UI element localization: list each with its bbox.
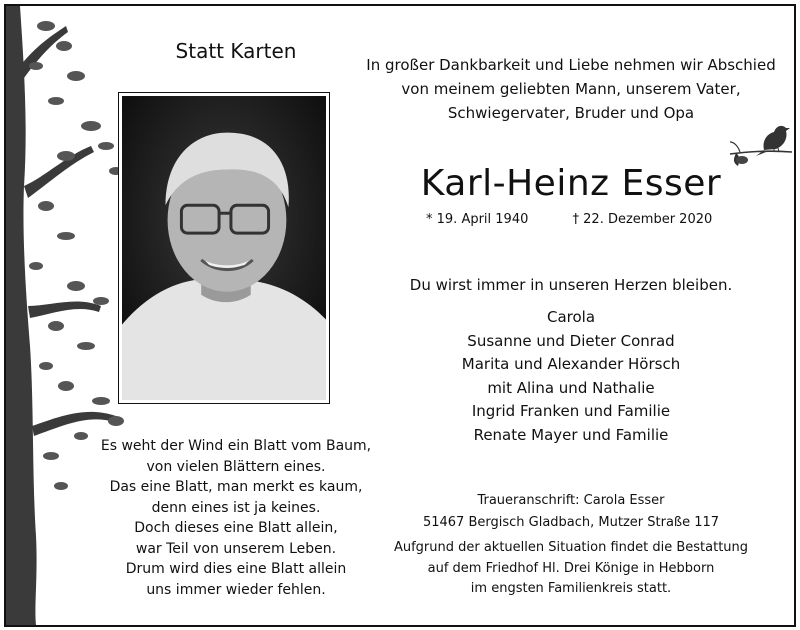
poem-line: von vielen Blättern eines. — [146, 458, 326, 475]
notice-line: im engsten Familienkreis statt. — [470, 581, 672, 596]
intro-line: Schwiegervater, Bruder und Opa — [447, 104, 695, 122]
family-member: mit Alina und Nathalie — [487, 378, 655, 397]
bird-on-branch-icon — [726, 112, 796, 170]
family-member: Ingrid Franken und Familie — [471, 402, 671, 420]
intro-line: von meinem geliebten Mann, unserem Vater, — [401, 80, 741, 98]
address-line: 51467 Bergisch Gladbach, Mutzer Straße 117 — [422, 515, 720, 530]
funeral-notice — [356, 538, 786, 600]
poem-line: denn eines ist ja keines. — [151, 499, 321, 516]
poem-line: Es weht der Wind ein Blatt vom Baum, — [100, 438, 372, 454]
obituary-card — [4, 4, 796, 627]
family-member: Marita und Alexander Hörsch — [461, 355, 681, 373]
poem-line: uns immer wieder fehlen. — [146, 581, 326, 598]
statt-karten-heading: Statt Karten — [175, 39, 297, 63]
family-member: Carola — [546, 308, 596, 326]
motto: Du wirst immer in unseren Herzen bleiben. — [409, 276, 733, 294]
family-member: Susanne und Dieter Conrad — [467, 331, 675, 350]
intro-line: In großer Dankbarkeit und Liebe nehmen wir Abschied — [366, 56, 776, 74]
family-member: Renate Mayer und Familie — [473, 425, 669, 444]
life-dates — [426, 212, 712, 227]
deceased-name: Karl-Heinz Esser — [420, 163, 722, 204]
poem-line: war Teil von unserem Leben. — [135, 540, 337, 557]
notice-line: auf dem Friedhof Hl. Drei Könige in Hebborn — [427, 560, 715, 576]
mourning-address — [356, 490, 786, 534]
death-date: † 22. Dezember 2020 — [572, 212, 713, 227]
address-line: Traueranschrift: Carola Esser — [477, 493, 665, 508]
poem — [86, 436, 386, 600]
portrait-photo — [118, 92, 330, 404]
notice-line: Aufgrund der aktuellen Situation findet die Bestattung — [393, 540, 749, 555]
poem-line: Doch dieses eine Blatt allein, — [134, 520, 338, 536]
poem-line: Das eine Blatt, man merkt es kaum, — [109, 479, 363, 495]
poem-line: Drum wird dies eine Blatt allein — [125, 561, 347, 577]
family-list — [356, 306, 786, 447]
intro-text — [356, 53, 786, 125]
birth-date: * 19. April 1940 — [426, 212, 529, 227]
